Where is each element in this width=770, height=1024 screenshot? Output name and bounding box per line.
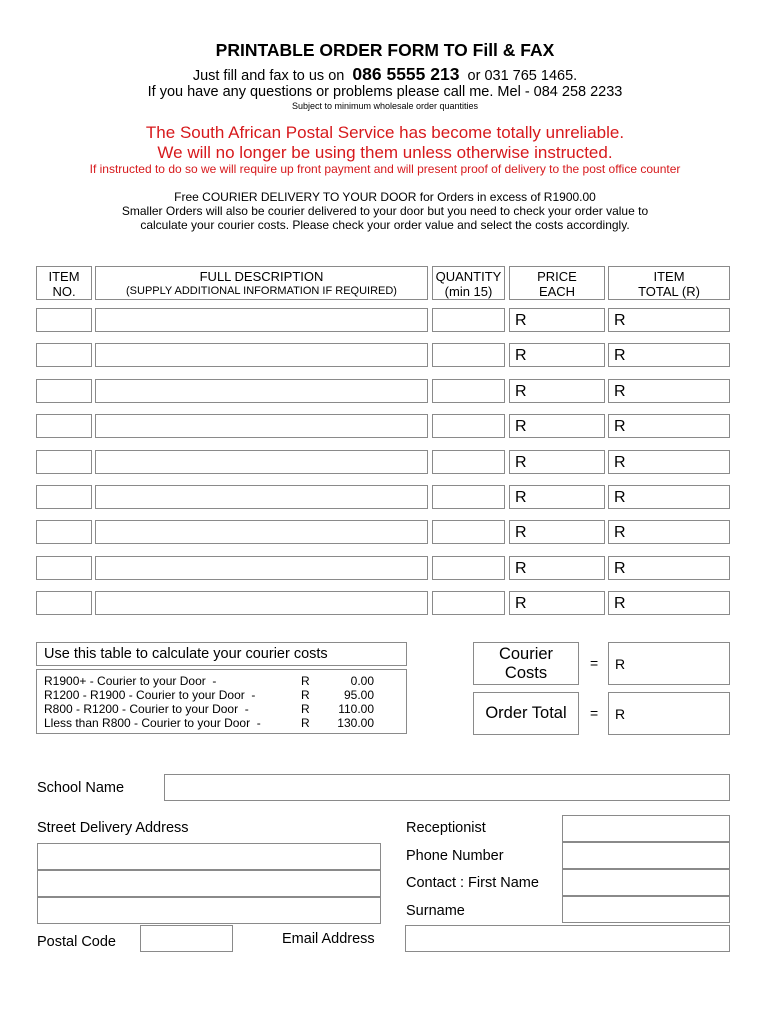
header-quantity (432, 266, 505, 300)
price-input[interactable] (509, 485, 605, 509)
phone-input[interactable] (562, 842, 730, 869)
item-no-input[interactable] (36, 343, 92, 367)
street-address-line2-input[interactable] (37, 870, 381, 897)
currency-label: R (614, 453, 626, 471)
courier-rate-row (44, 716, 374, 730)
courier-costs-line1: Courier (498, 645, 554, 663)
price-input[interactable] (509, 414, 605, 438)
item-no-input[interactable] (36, 556, 92, 580)
min-order-note: Subject to minimum wholesale order quantities (291, 101, 479, 111)
postal-notice-2: We will no longer be using them unless otherwise instructed. (157, 143, 613, 162)
quantity-input[interactable] (432, 414, 505, 438)
item-total-input[interactable] (608, 520, 730, 544)
item-no-input[interactable] (36, 308, 92, 332)
postal-code-input[interactable] (140, 925, 233, 952)
quantity-input[interactable] (432, 485, 505, 509)
header-item-total (608, 266, 730, 300)
item-total-input[interactable] (608, 450, 730, 474)
fax-alt: or 031 765 1465. (467, 68, 578, 84)
order-total-currency: R (615, 706, 626, 722)
courier-rate-amount: 110.00 (338, 702, 374, 716)
currency-label: R (614, 418, 626, 436)
courier-rate-row (44, 702, 374, 716)
currency-label: R (614, 312, 626, 329)
item-total-input[interactable] (608, 591, 730, 615)
header-item-no-line1: ITEM (48, 269, 80, 284)
price-input[interactable] (509, 343, 605, 367)
description-input[interactable] (95, 485, 428, 509)
item-total-input[interactable] (608, 414, 730, 438)
street-address-label: Street Delivery Address (37, 820, 189, 836)
item-no-input[interactable] (36, 591, 92, 615)
currency-label: R (614, 524, 626, 542)
courier-info-3: calculate your courier costs. Please check your order value and select the costs accordingly. (140, 218, 630, 232)
courier-rate-amount: 0.00 (350, 674, 374, 688)
currency-label: R (515, 347, 527, 365)
header-price (509, 266, 605, 300)
fax-number: 086 5555 213 (352, 64, 460, 84)
receptionist-input[interactable] (562, 815, 730, 842)
header-description-line1: FULL DESCRIPTION (199, 269, 324, 284)
courier-costs-label (473, 642, 579, 685)
currency-label: R (614, 559, 626, 577)
header-price-line1: PRICE (537, 269, 577, 284)
courier-rate-label: Lless than R800 - Courier to your Door - (44, 716, 261, 730)
price-input[interactable] (509, 308, 605, 332)
courier-rate-amount: 95.00 (343, 688, 374, 702)
description-input[interactable] (95, 308, 428, 332)
quantity-input[interactable] (432, 556, 505, 580)
order-total-equals: = (590, 705, 599, 721)
item-total-input[interactable] (608, 485, 730, 509)
courier-table-body (36, 669, 407, 734)
currency-label: R (614, 382, 626, 400)
currency-label: R (515, 453, 527, 471)
courier-costs-currency: R (615, 656, 626, 672)
price-input[interactable] (509, 591, 605, 615)
street-address-line1-input[interactable] (37, 843, 381, 870)
courier-costs-field[interactable] (608, 642, 730, 685)
courier-info-2: Smaller Orders will also be courier delivered to your door but you need to check your order value to (121, 204, 649, 218)
price-input[interactable] (509, 556, 605, 580)
currency-label: R (614, 489, 626, 506)
first-name-label: Contact : First Name (406, 875, 539, 891)
header-item-total-line1: ITEM (653, 269, 685, 284)
description-input[interactable] (95, 379, 428, 403)
page-title: PRINTABLE ORDER FORM TO Fill & FAX (215, 40, 555, 60)
description-input[interactable] (95, 414, 428, 438)
item-no-input[interactable] (36, 450, 92, 474)
receptionist-label: Receptionist (406, 820, 486, 836)
description-input[interactable] (95, 520, 428, 544)
currency-label: R (515, 312, 527, 329)
header-description (95, 266, 428, 300)
description-input[interactable] (95, 591, 428, 615)
courier-rate-currency: R (301, 674, 310, 688)
currency-label: R (515, 524, 527, 542)
order-total-field[interactable] (608, 692, 730, 735)
item-no-input[interactable] (36, 379, 92, 403)
item-no-input[interactable] (36, 414, 92, 438)
postal-notice-1: The South African Postal Service has become totally unreliable. (145, 123, 625, 142)
currency-label: R (614, 347, 626, 365)
phone-label: Phone Number (406, 848, 504, 864)
courier-rate-row (44, 674, 374, 688)
courier-rate-label: R800 - R1200 - Courier to your Door - (44, 702, 249, 716)
description-input[interactable] (95, 450, 428, 474)
courier-rate-label: R1900+ - Courier to your Door - (44, 674, 217, 688)
item-total-input[interactable] (608, 379, 730, 403)
courier-rate-currency: R (301, 702, 310, 716)
quantity-input[interactable] (432, 379, 505, 403)
school-name-input[interactable] (164, 774, 730, 801)
fax-line (0, 64, 770, 85)
quantity-input[interactable] (432, 450, 505, 474)
fax-prefix: Just fill and fax to us on (192, 68, 345, 84)
courier-table-title-text: Use this table to calculate your courier costs (44, 646, 328, 662)
courier-rate-currency: R (301, 688, 310, 702)
postal-code-label: Postal Code (37, 934, 116, 950)
questions-line: If you have any questions or problems please call me. Mel - 084 258 2233 (147, 84, 623, 100)
header-description-line2: (SUPPLY ADDITIONAL INFORMATION IF REQUIRED) (126, 285, 397, 297)
currency-label: R (515, 489, 527, 506)
description-input[interactable] (95, 343, 428, 367)
courier-costs-line2: Costs (504, 664, 548, 682)
price-input[interactable] (509, 520, 605, 544)
currency-label: R (515, 382, 527, 400)
description-input[interactable] (95, 556, 428, 580)
quantity-input[interactable] (432, 308, 505, 332)
first-name-input[interactable] (562, 869, 730, 896)
email-label: Email Address (282, 931, 375, 947)
surname-input[interactable] (562, 896, 730, 923)
price-input[interactable] (509, 379, 605, 403)
courier-table-title (36, 642, 407, 666)
surname-label: Surname (406, 903, 465, 919)
header-item-no (36, 266, 92, 300)
courier-rate-label: R1200 - R1900 - Courier to your Door - (44, 688, 256, 702)
header-quantity-line1: QUANTITY (435, 269, 502, 284)
quantity-input[interactable] (432, 520, 505, 544)
postal-notice-3: If instructed to do so we will require up front payment and will present proof of delivery to the post office counter (89, 162, 681, 176)
header-price-line2: EACH (538, 284, 576, 299)
courier-rate-amount: 130.00 (337, 716, 374, 730)
street-address-line3-input[interactable] (37, 897, 381, 924)
currency-label: R (614, 595, 626, 613)
currency-label: R (515, 559, 527, 577)
header-quantity-line2: (min 15) (444, 284, 493, 299)
currency-label: R (515, 595, 527, 613)
item-total-input[interactable] (608, 556, 730, 580)
order-total-label: Order Total (473, 692, 579, 735)
item-total-input[interactable] (608, 343, 730, 367)
item-total-input[interactable] (608, 308, 730, 332)
quantity-input[interactable] (432, 591, 505, 615)
courier-info-1: Free COURIER DELIVERY TO YOUR DOOR for Orders in excess of R1900.00 (174, 190, 596, 204)
header-item-total-line2: TOTAL (R) (638, 284, 700, 299)
quantity-input[interactable] (432, 343, 505, 367)
item-no-input[interactable] (36, 485, 92, 509)
courier-rate-currency: R (301, 716, 310, 730)
price-input[interactable] (509, 450, 605, 474)
item-no-input[interactable] (36, 520, 92, 544)
courier-equals: = (590, 655, 599, 671)
school-name-label: School Name (37, 780, 125, 796)
courier-rate-row (44, 688, 374, 702)
email-input[interactable] (405, 925, 730, 952)
header-item-no-line2: NO. (52, 284, 76, 299)
currency-label: R (515, 418, 527, 436)
